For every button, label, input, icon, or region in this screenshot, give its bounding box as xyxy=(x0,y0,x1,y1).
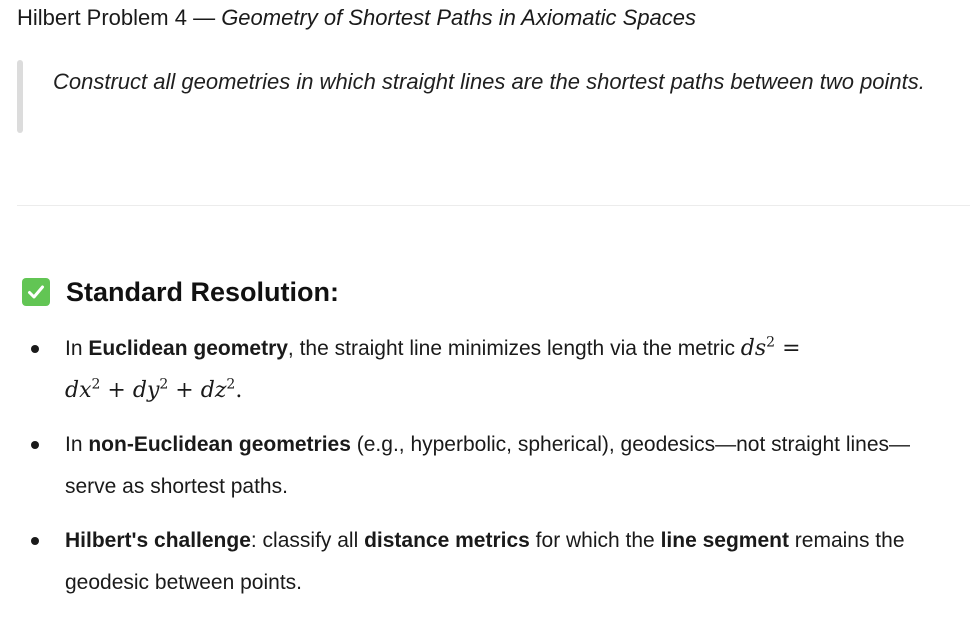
bold-term: Hilbert's challenge xyxy=(65,529,251,552)
bold-term: Euclidean geometry xyxy=(88,337,288,360)
bullet-dot xyxy=(31,537,39,545)
math-term: ds xyxy=(740,336,767,361)
check-mark-button-icon xyxy=(22,278,50,306)
math-exponent: 2 xyxy=(91,376,101,393)
blockquote-text: Construct all geometries in which straight lines are the shortest paths between two points. xyxy=(53,69,925,94)
math-exponent: 2 xyxy=(159,376,169,393)
text-span: remains the geodesic between points. xyxy=(65,529,905,594)
bold-term: distance metrics xyxy=(364,529,530,552)
math-exponent: 2 xyxy=(226,376,236,393)
section-heading-text: Standard Resolution: xyxy=(66,276,340,307)
bold-term: non-Euclidean geometries xyxy=(88,433,351,456)
bullet-dot xyxy=(31,441,39,449)
section-heading xyxy=(22,275,339,309)
list-item-text xyxy=(65,328,960,412)
page-title xyxy=(17,4,696,32)
text-span: for which the xyxy=(529,529,661,552)
list-item-text xyxy=(65,424,960,508)
horizontal-divider xyxy=(17,205,970,206)
math-term: dy xyxy=(132,378,160,403)
bold-term: line segment xyxy=(660,529,789,552)
math-operator: + xyxy=(107,378,126,403)
bullet-dot xyxy=(31,345,39,353)
math-term: dx xyxy=(65,378,92,403)
list-item-text xyxy=(65,520,960,604)
math-exponent: 2 xyxy=(766,334,776,351)
text-span: In xyxy=(65,337,89,360)
page-title-prefix: Hilbert Problem 4 — xyxy=(17,5,222,30)
page-title-italic: Geometry of Shortest Paths in Axiomatic Spaces xyxy=(221,5,697,30)
text-span: : classify all xyxy=(250,529,365,552)
math-operator: + xyxy=(175,378,194,403)
math-operator: = xyxy=(782,336,801,361)
math-operator: . xyxy=(235,378,243,403)
text-span: (e.g., hyperbolic, spherical), geodesics—not straight lines—serve as shortest paths. xyxy=(65,433,911,498)
text-span: , the straight line minimizes length via the metric xyxy=(287,337,741,360)
math-term: dz xyxy=(200,378,227,403)
text-span: In xyxy=(65,433,89,456)
blockquote-bar xyxy=(17,60,23,133)
